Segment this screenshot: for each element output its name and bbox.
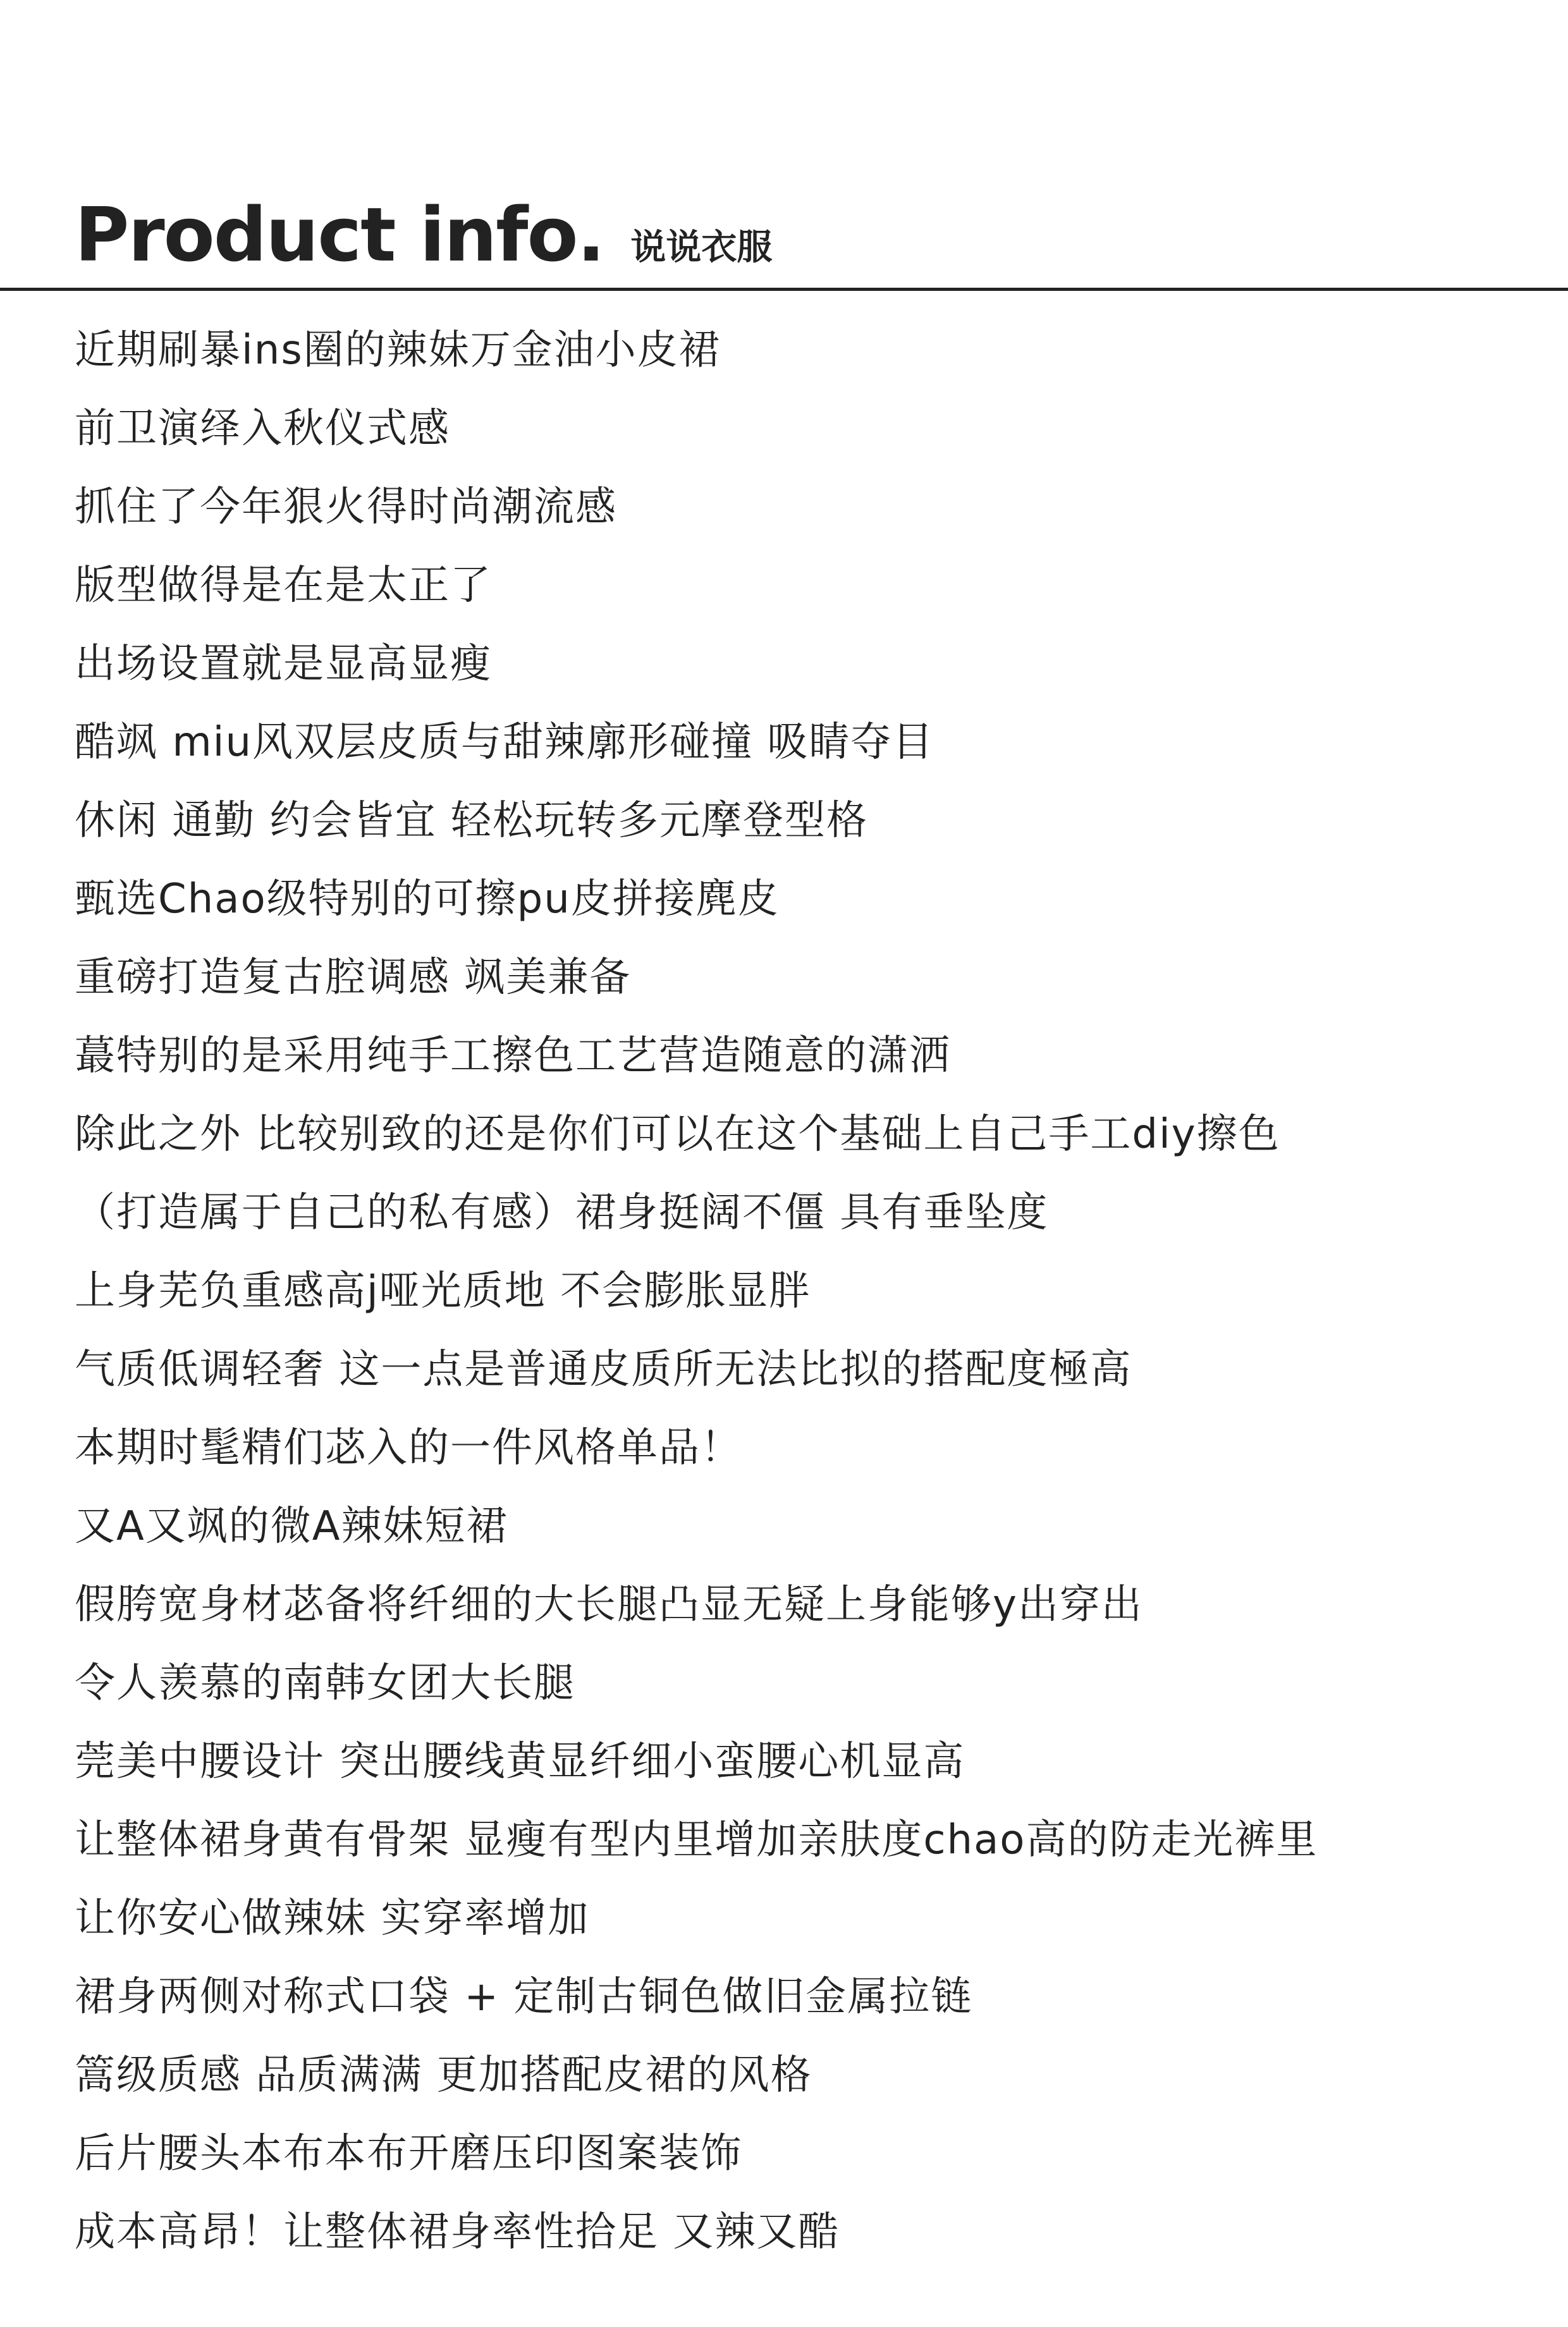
product-description	[75, 321, 1529, 2281]
page-subtitle: 说说衣服	[630, 227, 773, 268]
description-line: 酷飒 miu风双层皮质与甜辣廓形碰撞 吸睛夺目	[75, 719, 934, 766]
description-line: 成本高昂！让整体裙身率性拾足 又辣又酷	[75, 2209, 840, 2256]
description-line: 版型做得是在是太正了	[75, 562, 492, 609]
description-line: 除此之外 比较别致的还是你们可以在这个基础上自己手工diy擦色	[75, 1111, 1280, 1158]
description-line: 莞美中腰设计 突出腰线黄显纤细小蛮腰心机显高	[75, 1738, 965, 1785]
header-divider	[0, 288, 1568, 291]
description-line: 让你安心做辣妹 实穿率增加	[75, 1895, 590, 1942]
description-line: 蕞特别的是采用纯手工擦色工艺营造随意的潇洒	[75, 1033, 951, 1079]
description-line: 抓住了今年狠火得时尚潮流感	[75, 484, 617, 531]
description-line: 气质低调轻奢 这一点是普通皮质所无法比拟的搭配度極高	[75, 1346, 1132, 1393]
description-line: 篙级质感 品质满满 更加搭配皮裙的风格	[75, 2052, 812, 2099]
description-line: 假胯宽身材苾备将纤细的大长腿凸显无疑上身能够y出穿出	[75, 1581, 1143, 1628]
description-line: 休闲 通勤 约会皆宜 轻松玩转多元摩登型格	[75, 797, 869, 844]
description-line: 前卫演绎入秋仪式感	[75, 405, 450, 452]
description-line: 又A又飒的微A辣妹短裙	[75, 1503, 508, 1550]
description-line: 让整体裙身黄有骨架 显瘦有型内里增加亲肤度chao高的防走光裤里	[75, 1817, 1318, 1863]
description-line: 本期时髦精们苾入的一件风格单品！	[75, 1425, 742, 1471]
description-line: 近期刷暴ins圈的辣妹万金油小皮裙	[75, 327, 721, 374]
description-line: 甄选Chao级特别的可擦pu皮拼接麂皮	[75, 876, 780, 923]
page-header	[75, 183, 773, 278]
description-line: 裙身两侧对称式口袋 + 定制古铜色做旧金属拉链	[75, 1974, 973, 2020]
description-line: 后片腰头本布本布开磨压印图案装饰	[75, 2130, 742, 2177]
description-line: 出场设置就是显高显瘦	[75, 641, 492, 687]
page-title: Product info.	[75, 191, 604, 278]
description-line: 重磅打造复古腔调感 飒美兼备	[75, 954, 632, 1001]
description-line: （打造属于自己的私有感）裙身挺阔不僵 具有垂坠度	[75, 1189, 1049, 1236]
description-line: 上身芜负重感高j哑光质地 不会膨胀显胖	[75, 1268, 811, 1315]
description-line: 令人羡慕的南韩女团大长腿	[75, 1660, 575, 1707]
